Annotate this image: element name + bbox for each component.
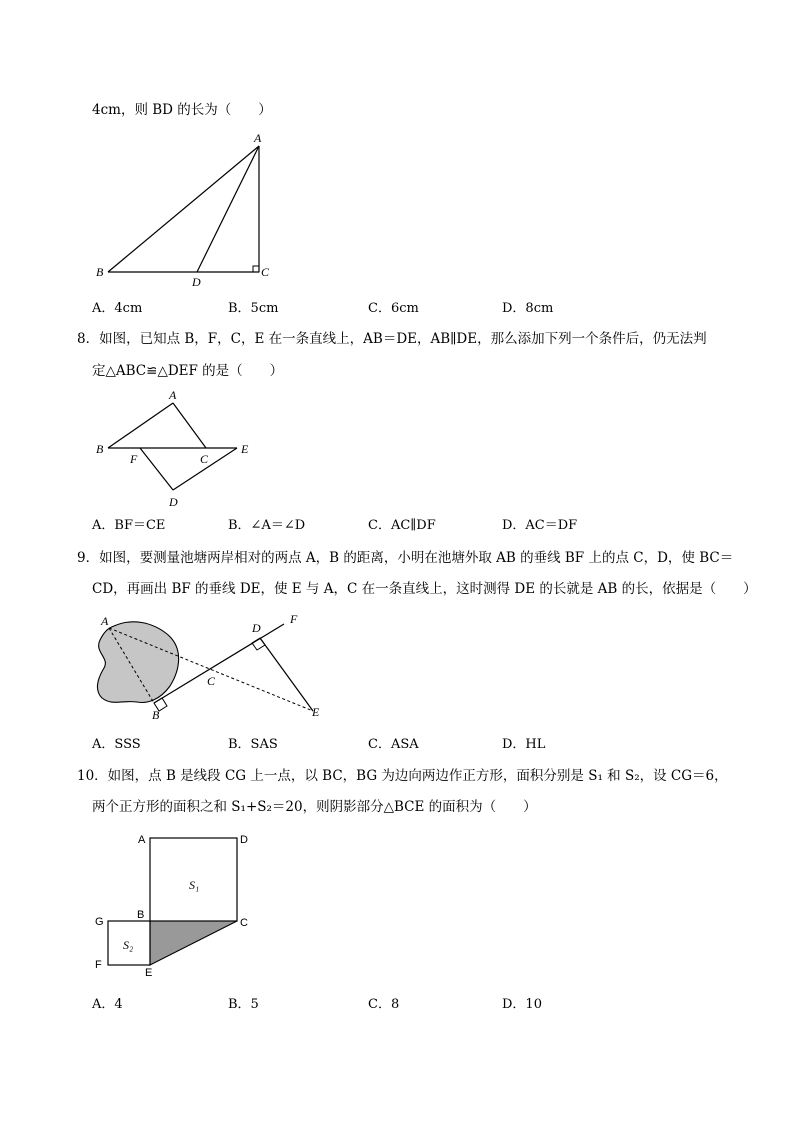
q10-label-D: D: [240, 834, 248, 846]
q7-stem-tail: 4cm，则 BD 的长为（ ）: [92, 102, 272, 118]
q9-label-F: F: [290, 612, 298, 626]
q9-figure-pond: [92, 608, 332, 728]
pond-shape: [98, 622, 179, 703]
q8-stem-line2: 定△ABC≌△DEF 的是（ ）: [92, 363, 284, 379]
q8-label-D: D: [169, 495, 178, 509]
q8-option-c[interactable]: C．AC∥DF: [368, 518, 436, 533]
q10-option-a[interactable]: A．4: [92, 997, 123, 1012]
q9-label-B: B: [152, 708, 160, 722]
q10-label-B: B: [137, 909, 145, 921]
q7-option-d[interactable]: D．8cm: [502, 301, 554, 316]
q8-option-d[interactable]: D．AC＝DF: [502, 518, 578, 533]
q8-option-b[interactable]: B．∠A＝∠D: [228, 518, 306, 533]
q10-label-S2: S₂: [123, 938, 134, 952]
q8-stem-line1: 8．如图，已知点 B，F，C，E 在一条直线上，AB＝DE，AB∥DE，那么添加下列一个条件后，仍无法判: [77, 331, 707, 347]
q9-label-C: C: [207, 674, 216, 688]
q9-label-D: D: [252, 621, 261, 635]
q10-label-C: C: [240, 917, 248, 929]
q9-label-E: E: [312, 705, 320, 719]
q8-label-F: F: [130, 452, 138, 466]
q7-option-c[interactable]: C．6cm: [368, 301, 419, 316]
q9-option-c[interactable]: C．ASA: [368, 737, 419, 752]
q7-label-A: A: [254, 131, 262, 145]
q9-option-b[interactable]: B．SAS: [228, 737, 278, 752]
q7-option-b[interactable]: B．5cm: [228, 301, 279, 316]
q8-label-A: A: [169, 388, 177, 402]
q9-option-d[interactable]: D．HL: [502, 737, 546, 752]
q10-label-A: A: [138, 834, 146, 846]
shaded-triangle-bce: [150, 921, 237, 965]
q7-label-B: B: [96, 265, 104, 279]
q8-label-B: B: [96, 442, 104, 456]
q10-label-E: E: [145, 967, 153, 978]
q10-label-S1: S₁: [189, 878, 200, 892]
q7-label-C: C: [261, 265, 270, 279]
q7-figure-right-triangle: [92, 130, 282, 290]
q9-stem-line1: 9．如图，要测量池塘两岸相对的两点 A，B 的距离，小明在池塘外取 AB 的垂线 BF 上的点 C，D，使 BC＝: [77, 550, 734, 566]
q9-stem-line2: CD，再画出 BF 的垂线 DE，使 E 与 A，C 在一条直线上，这时测得 DE 的长就是 AB 的长，依据是（ ）: [92, 581, 757, 597]
q8-label-E: E: [241, 442, 249, 456]
q8-figure-triangles: [92, 385, 262, 510]
q10-option-d[interactable]: D．10: [502, 997, 542, 1012]
q9-label-A: A: [101, 614, 109, 628]
q7-option-a[interactable]: A．4cm: [92, 301, 143, 316]
q9-option-a[interactable]: A．SSS: [92, 737, 141, 752]
q10-label-F: F: [95, 959, 102, 971]
q7-label-D: D: [192, 275, 201, 289]
q8-label-C: C: [200, 452, 209, 466]
q10-stem-line2: 两个正方形的面积之和 S₁+S₂＝20，则阴影部分△BCE 的面积为（ ）: [92, 799, 537, 815]
q10-stem-line1: 10．如图，点 B 是线段 CG 上一点，以 BC，BG 为边向两边作正方形，面积分别是 S₁ 和 S₂，设 CG＝6，: [77, 768, 728, 784]
q8-option-a[interactable]: A．BF＝CE: [92, 518, 166, 533]
q10-figure-squares: [92, 828, 262, 978]
q10-option-b[interactable]: B．5: [228, 997, 259, 1012]
q10-option-c[interactable]: C．8: [368, 997, 400, 1012]
q10-label-G: G: [95, 916, 104, 928]
